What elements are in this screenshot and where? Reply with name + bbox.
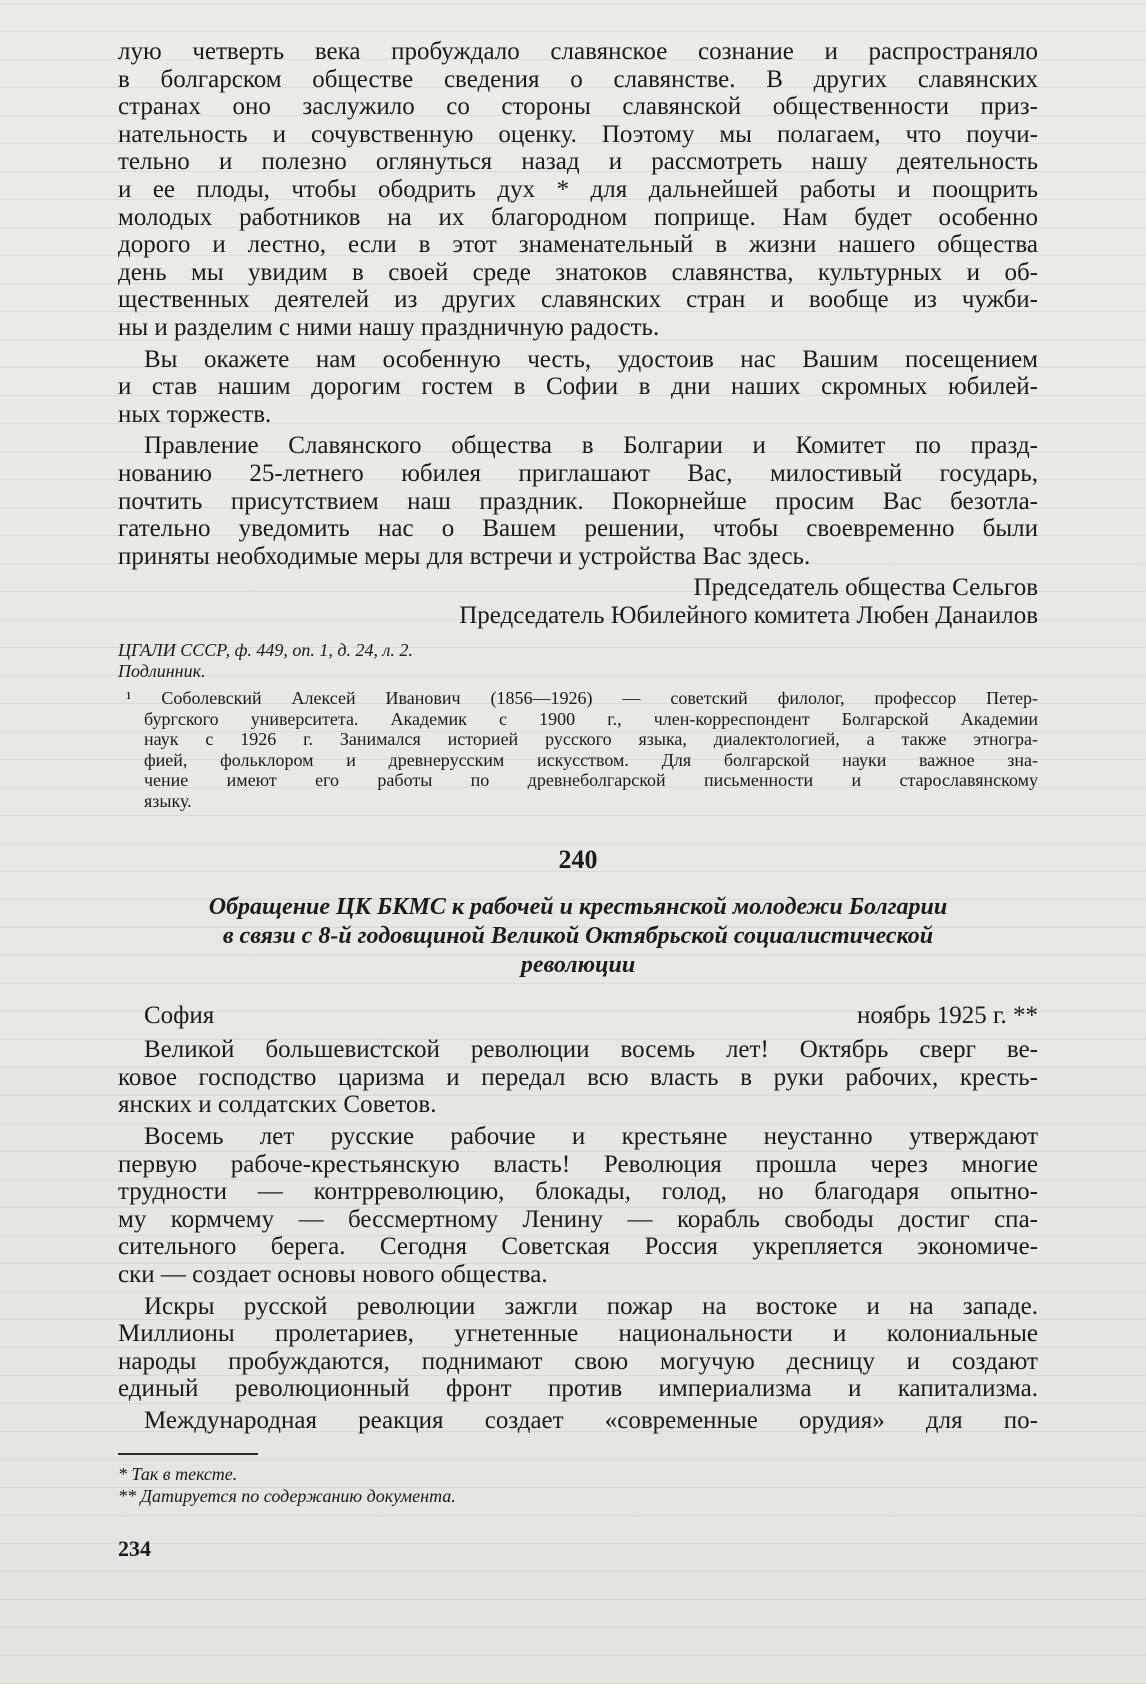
signature-chairman: Председатель общества Сельгов xyxy=(693,574,1038,602)
place-date-line xyxy=(118,1002,1038,1030)
text-line: лую четверть века пробуждало славянское сознание и распространяло xyxy=(118,38,1038,65)
text-line: Искры русской революции зажгли пожар на востоке и на западе. xyxy=(144,1292,1038,1320)
archive-original-note: Подлинник. xyxy=(118,661,206,682)
title-line: революции xyxy=(520,952,636,979)
footnote-divider xyxy=(118,1453,258,1455)
footnote-sobolevsky xyxy=(118,688,1038,811)
document-title xyxy=(118,893,1038,980)
body-paragraph xyxy=(118,1293,1038,1403)
text-column xyxy=(118,38,1038,1507)
text-line: ски — создает основы нового общества. xyxy=(118,1261,548,1289)
page-notes xyxy=(118,1463,1038,1507)
body-paragraph xyxy=(118,1036,1038,1119)
text-line: янских и солдатских Советов. xyxy=(118,1091,437,1119)
text-line: в болгарском обществе сведения о славянстве. В других славянских xyxy=(118,65,1038,93)
footnote-line: фией, фольклором и древнерусским искусством. Для болгарской науки важное зна- xyxy=(144,749,1038,770)
text-line: Великой большевистской революции восемь лет! Октябрь сверг ве- xyxy=(144,1036,1038,1064)
footnote-line: бургского университета. Академик с 1900 г., член-корреспондент Болгарской Академии xyxy=(144,708,1038,729)
text-line: нованию 25-летнего юбилея приглашают Вас, милостивый государь, xyxy=(118,459,1038,487)
text-line: и ее плоды, чтобы ободрить дух * для дальнейшей работы и поощрить xyxy=(118,175,1038,203)
note-dating: ** Датируется по содержанию документа. xyxy=(118,1485,456,1506)
text-line: му кормчему — бессмертному Ленину — корабль свободы достиг спа- xyxy=(118,1205,1038,1233)
footnote-line: наук с 1926 г. Занимался историей русского языка, диалектологией, а также этногра- xyxy=(144,729,1038,750)
text-line: Международная реакция создает «современные орудия» для по- xyxy=(144,1407,1038,1434)
archive-reference: ЦГАЛИ СССР, ф. 449, оп. 1, д. 24, л. 2. xyxy=(118,640,413,661)
text-line: нательность и сочувственную оценку. Поэтому мы полагаем, что поучи- xyxy=(118,120,1038,148)
text-line: народы пробуждаются, поднимают свою могучую десницу и создают xyxy=(118,1347,1038,1375)
text-line: трудности — контрреволюцию, блокады, голод, но благодаря опытно- xyxy=(118,1178,1038,1206)
text-line: ны и разделим с ними нашу праздничную радость. xyxy=(118,313,660,341)
footnote-line: чение имеют его работы по древнеболгарской письменности и старославянскому xyxy=(144,770,1038,791)
title-line: в связи с 8-й годовщиной Великой Октябрьской социалистической xyxy=(222,923,934,950)
text-line: Вы окажете нам особенную честь, удостоив нас Вашим посещением xyxy=(144,345,1038,373)
text-line: день мы увидим в своей среде знатоков славянства, культурных и об- xyxy=(118,258,1038,286)
text-line: и став нашим дорогим гостем в Софии в дни наших скромных юбилей- xyxy=(118,373,1038,401)
note-as-in-text: * Так в тексте. xyxy=(118,1463,238,1484)
request-paragraph xyxy=(118,432,1038,570)
text-line: сительного берега. Сегодня Советская Россия укрепляется экономиче- xyxy=(118,1233,1038,1261)
body-paragraph xyxy=(118,1123,1038,1289)
text-line: приняты необходимые меры для встречи и устройства Вас здесь. xyxy=(118,542,811,570)
invitation-paragraph xyxy=(118,346,1038,429)
document-place: София xyxy=(144,1002,215,1030)
page-number: 234 xyxy=(118,1536,151,1561)
text-line: ковое господство царизма и передал всю власть в руки рабочих, кресть- xyxy=(118,1063,1038,1091)
title-line: Обращение ЦК БКМС к рабочей и крестьянской молодежи Болгарии xyxy=(208,894,948,921)
text-line: щественных деятелей из других славянских стран и вообще из чужби- xyxy=(118,286,1038,314)
archive-source xyxy=(118,640,1038,682)
text-line: тельно и полезно оглянуться назад и рассмотреть нашу деятельность xyxy=(118,148,1038,176)
text-line: Восемь лет русские рабочие и крестьяне неустанно утверждают xyxy=(144,1123,1038,1151)
text-line: странах оно заслужило со стороны славянской общественности приз- xyxy=(118,93,1038,121)
text-line: Миллионы пролетариев, угнетенные национальности и колониальные xyxy=(118,1320,1038,1348)
text-line: единый революционный фронт против империализма и капитализма. xyxy=(118,1375,1038,1403)
text-line: ных торжеств. xyxy=(118,400,272,428)
footnote-line: языку. xyxy=(144,790,192,811)
document-date: ноябрь 1925 г. ** xyxy=(857,1002,1038,1030)
signature-committee-chairman: Председатель Юбилейного комитета Любен Данаилов xyxy=(459,602,1038,630)
text-line: первую рабоче-крестьянскую власть! Революция прошла через многие xyxy=(118,1150,1038,1178)
body-paragraph xyxy=(118,1407,1038,1435)
text-line: гательно уведомить нас о Вашем решении, чтобы своевременно были xyxy=(118,515,1038,543)
text-line: почтить присутствием наш праздник. Покорнейше просим Вас безотла- xyxy=(118,487,1038,515)
footnote-line: ¹ Соболевский Алексей Иванович (1856—1926) — советский филолог, профессор Петер- xyxy=(126,688,1038,709)
text-line: молодых работников на их благородном поприще. Нам будет особенно xyxy=(118,203,1038,231)
document-number: 240 xyxy=(558,845,598,875)
text-line: дорого и лестно, если в этот знаменательный в жизни нашего общества xyxy=(118,231,1038,259)
text-line: Правление Славянского общества в Болгарии и Комитет по празд- xyxy=(144,432,1038,460)
intro-paragraph xyxy=(118,38,1038,342)
